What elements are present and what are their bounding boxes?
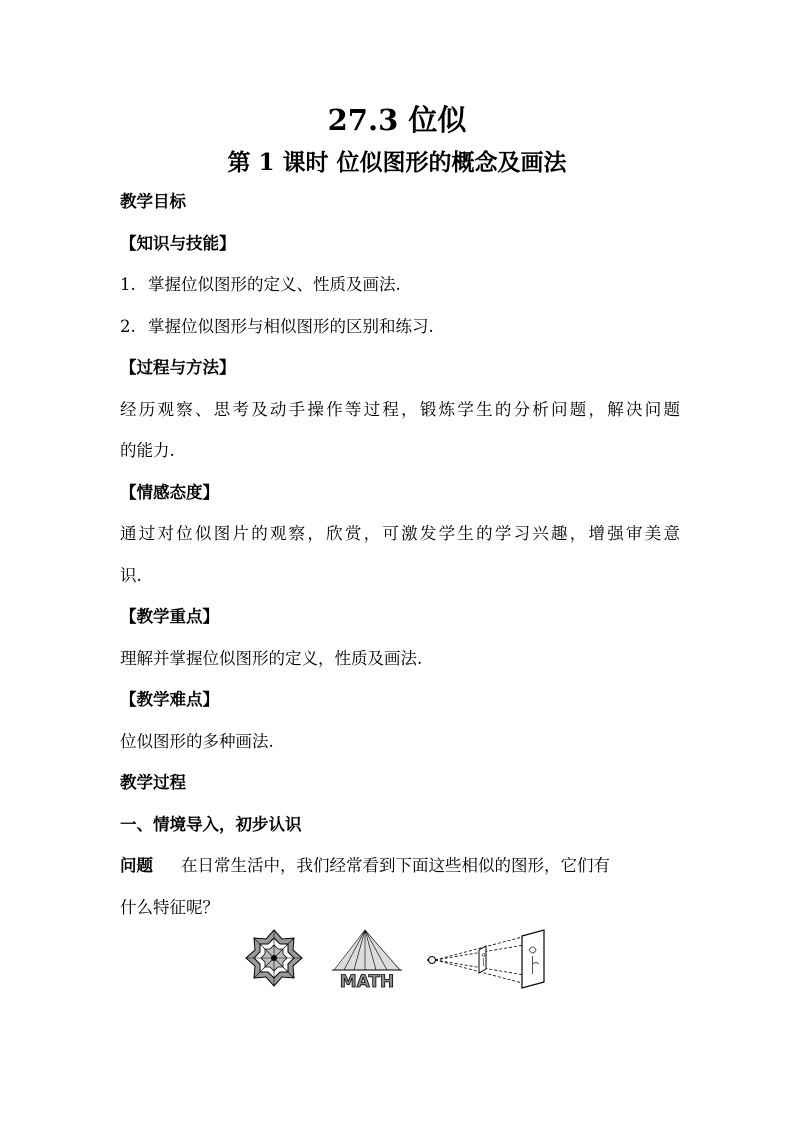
math-letters: MATH [339,972,395,990]
item-text: 掌握位似图形的定义、性质及画法. [148,275,401,294]
question-label: 问题 [120,856,153,875]
small-screen [479,946,486,973]
key-point-heading: 【教学重点】 [120,607,219,626]
key-point-text: 理解并掌握位似图形的定义，性质及画法. [120,649,423,668]
page-title: 27.3 位似 [327,103,467,137]
item-text: 掌握位似图形与相似图形的区别和练习. [148,317,434,336]
section-1-heading: 一、情境导入，初步认识 [120,815,302,834]
difficulty-heading: 【教学难点】 [120,690,219,709]
page-subtitle: 第 1 课时 位似图形的概念及画法 [227,149,567,176]
math-figure [332,930,402,990]
knowledge-item-1 [120,273,680,297]
projection-figure [427,930,544,988]
item-number: 2. [120,317,136,336]
center-dot [271,955,277,961]
star-figure [246,930,302,986]
difficulty-text: 位似图形的多种画法. [120,732,274,751]
process-method-line-1: 经历观察、思考及动手操作等过程，锻炼学生的分析问题，解决问题 [120,400,680,419]
question-line-1 [120,854,680,878]
figures-svg [244,928,554,990]
knowledge-heading: 【知识与技能】 [120,234,236,253]
process-heading: 教学过程 [120,773,186,792]
emotion-line-2: 识. [120,566,142,585]
homothety-figures [244,928,554,990]
question-line-2: 什么特征呢？ [120,898,219,917]
process-method-heading: 【过程与方法】 [120,358,236,377]
process-method-line-2: 的能力. [120,441,175,460]
item-number: 1. [120,275,136,294]
bulb-icon [427,957,436,964]
question-text: 在日常生活中，我们经常看到下面这些相似的图形，它们有 [181,856,610,875]
emotion-heading: 【情感态度】 [120,483,219,502]
objectives-heading: 教学目标 [120,192,186,211]
emotion-line-1: 通过对位似图片的观察，欣赏，可激发学生的学习兴趣，增强审美意 [120,524,680,543]
light-cone [334,930,400,970]
knowledge-item-2 [120,315,680,339]
